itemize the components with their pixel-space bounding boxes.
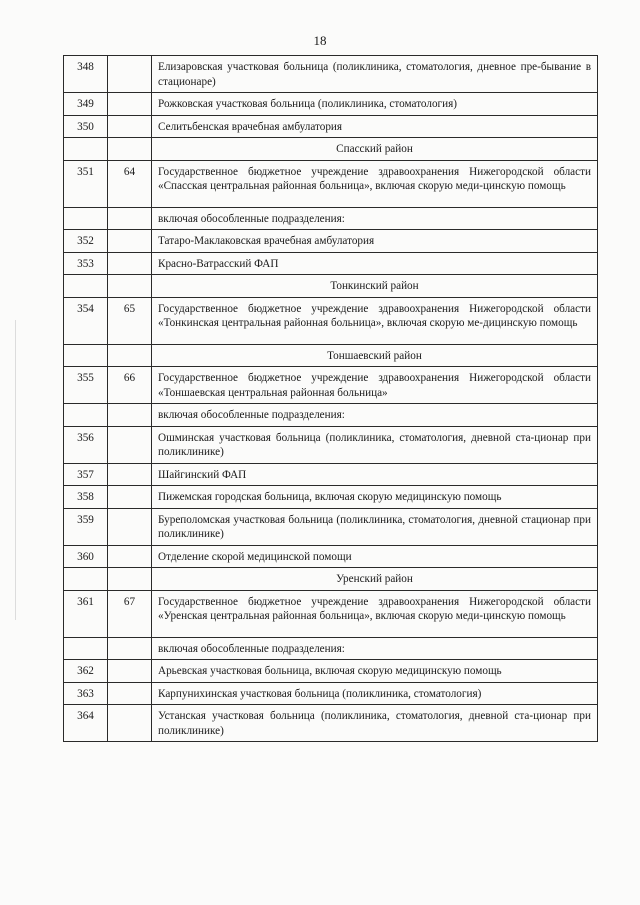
table-row xyxy=(64,230,598,253)
row-code xyxy=(108,637,152,660)
table-row xyxy=(64,93,598,116)
district-name: Тонкинский район xyxy=(152,275,598,298)
row-code xyxy=(108,138,152,161)
row-number: 357 xyxy=(64,463,108,486)
row-description: Буреполомская участковая больница (поликлиника, стоматология, дневной стационар при поликлинике) xyxy=(152,508,598,545)
row-number: 361 xyxy=(64,590,108,637)
row-number: 362 xyxy=(64,660,108,683)
row-number xyxy=(64,138,108,161)
table-row xyxy=(64,297,598,344)
district-header-row xyxy=(64,138,598,161)
district-name: Уренский район xyxy=(152,568,598,591)
row-number: 352 xyxy=(64,230,108,253)
table-row xyxy=(64,486,598,509)
row-description: Отделение скорой медицинской помощи xyxy=(152,545,598,568)
table-row xyxy=(64,463,598,486)
row-number xyxy=(64,344,108,367)
district-header-row xyxy=(64,275,598,298)
row-description: Государственное бюджетное учреждение здравоохранения Нижегородской области «Тонкинская центральная районная больница», включая скорую ме-дицинскую помощь xyxy=(152,297,598,344)
row-description: включая обособленные подразделения: xyxy=(152,637,598,660)
row-description: Государственное бюджетное учреждение здравоохранения Нижегородской области «Тоншаевская центральная районная больница» xyxy=(152,367,598,404)
row-number: 363 xyxy=(64,682,108,705)
row-description: включая обособленные подразделения: xyxy=(152,207,598,230)
row-code xyxy=(108,207,152,230)
table-row xyxy=(64,682,598,705)
row-number: 360 xyxy=(64,545,108,568)
row-number: 354 xyxy=(64,297,108,344)
row-number: 356 xyxy=(64,426,108,463)
row-number xyxy=(64,275,108,298)
row-code xyxy=(108,404,152,427)
row-description: Ошминская участковая больница (поликлиника, стоматология, дневной ста-ционар при поликлинике) xyxy=(152,426,598,463)
row-description: Рожковская участковая больница (поликлиника, стоматология) xyxy=(152,93,598,116)
row-number: 351 xyxy=(64,160,108,207)
row-code: 66 xyxy=(108,367,152,404)
row-code xyxy=(108,682,152,705)
row-number: 353 xyxy=(64,252,108,275)
table-row xyxy=(64,426,598,463)
table-row xyxy=(64,637,598,660)
row-code xyxy=(108,486,152,509)
row-description: Елизаровская участковая больница (поликлиника, стоматология, дневное пре-бывание в стационаре) xyxy=(152,56,598,93)
row-code xyxy=(108,508,152,545)
row-code xyxy=(108,545,152,568)
institutions-table xyxy=(63,55,598,742)
table-row xyxy=(64,705,598,742)
row-code xyxy=(108,275,152,298)
table-row xyxy=(64,367,598,404)
row-number: 355 xyxy=(64,367,108,404)
table-row xyxy=(64,508,598,545)
row-description: Государственное бюджетное учреждение здравоохранения Нижегородской области «Уренская центральная районная больница», включая скорую меди-цинскую помощь xyxy=(152,590,598,637)
table-row xyxy=(64,545,598,568)
district-header-row xyxy=(64,568,598,591)
row-code xyxy=(108,252,152,275)
district-header-row xyxy=(64,344,598,367)
row-code xyxy=(108,568,152,591)
table-row xyxy=(64,207,598,230)
row-number: 350 xyxy=(64,115,108,138)
row-code xyxy=(108,93,152,116)
row-description: Татаро-Маклаковская врачебная амбулатория xyxy=(152,230,598,253)
district-name: Тоншаевский район xyxy=(152,344,598,367)
scan-artifact-line xyxy=(15,320,16,620)
district-name: Спасский район xyxy=(152,138,598,161)
row-description: Арьевская участковая больница, включая скорую медицинскую помощь xyxy=(152,660,598,683)
table-row xyxy=(64,590,598,637)
row-number: 358 xyxy=(64,486,108,509)
row-code xyxy=(108,463,152,486)
row-code xyxy=(108,426,152,463)
row-code: 67 xyxy=(108,590,152,637)
row-number: 364 xyxy=(64,705,108,742)
row-number xyxy=(64,568,108,591)
row-description: Карпунихинская участковая больница (поликлиника, стоматология) xyxy=(152,682,598,705)
row-code xyxy=(108,344,152,367)
row-code: 64 xyxy=(108,160,152,207)
row-description: Устанская участковая больница (поликлиника, стоматология, дневной ста-ционар при поликлинике) xyxy=(152,705,598,742)
table-row xyxy=(64,56,598,93)
table-row xyxy=(64,160,598,207)
row-code xyxy=(108,705,152,742)
row-code xyxy=(108,56,152,93)
row-number: 359 xyxy=(64,508,108,545)
row-number xyxy=(64,207,108,230)
table-row xyxy=(64,252,598,275)
table-row xyxy=(64,115,598,138)
row-code xyxy=(108,115,152,138)
row-description: Селитьбенская врачебная амбулатория xyxy=(152,115,598,138)
row-description: Государственное бюджетное учреждение здравоохранения Нижегородской области «Спасская центральная районная больница», включая скорую меди-цинскую помощь xyxy=(152,160,598,207)
row-description: Красно-Ватрасский ФАП xyxy=(152,252,598,275)
page-number: 18 xyxy=(313,33,327,48)
table-row xyxy=(64,660,598,683)
row-number: 349 xyxy=(64,93,108,116)
row-number xyxy=(64,637,108,660)
row-code: 65 xyxy=(108,297,152,344)
row-description: включая обособленные подразделения: xyxy=(152,404,598,427)
row-description: Шайгинский ФАП xyxy=(152,463,598,486)
row-code xyxy=(108,230,152,253)
row-description: Пижемская городская больница, включая скорую медицинскую помощь xyxy=(152,486,598,509)
row-code xyxy=(108,660,152,683)
table-row xyxy=(64,404,598,427)
row-number: 348 xyxy=(64,56,108,93)
row-number xyxy=(64,404,108,427)
